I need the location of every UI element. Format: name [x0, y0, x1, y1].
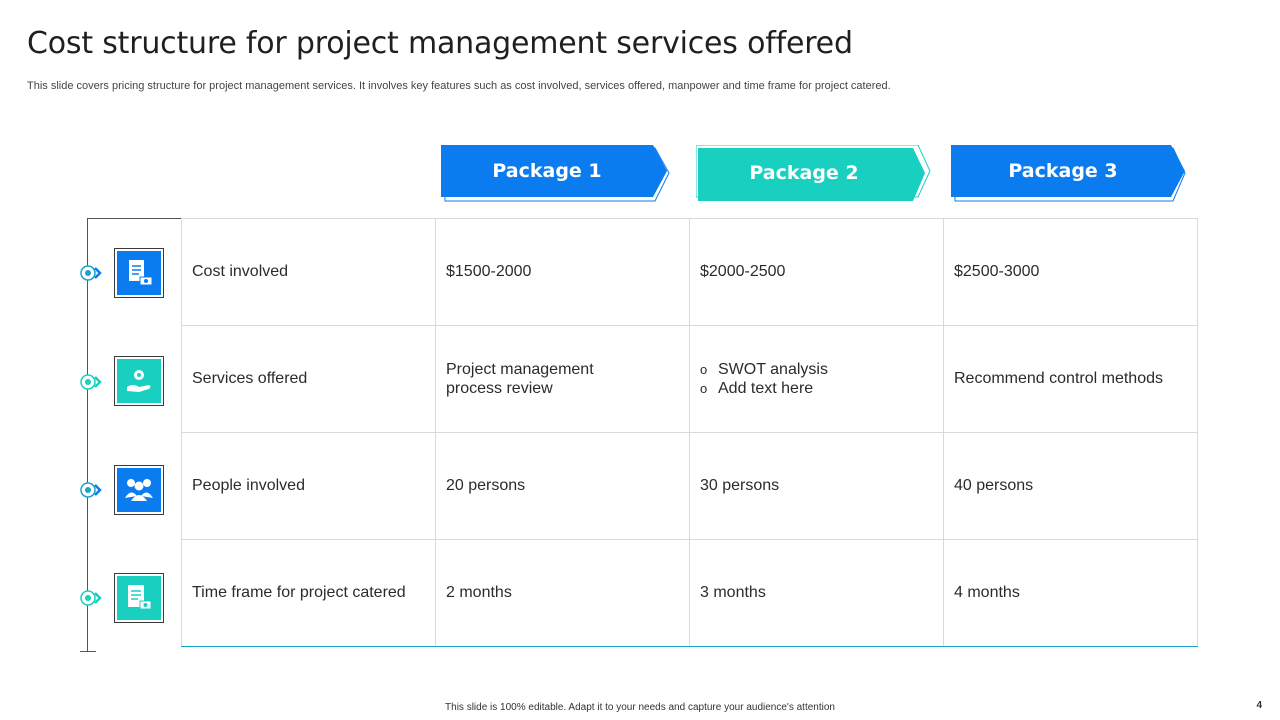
page-number: 4 [1256, 700, 1262, 711]
feature-cell: Cost involved [182, 219, 436, 326]
package-2-cell: $2000-2500 [690, 219, 944, 326]
table-row [182, 433, 1198, 540]
timeline-node-icon [79, 373, 103, 391]
package-2-header [696, 145, 922, 200]
table-row [182, 326, 1198, 433]
feature-cell: People involved [182, 433, 436, 540]
package-2-cell: 30 persons [690, 433, 944, 540]
package-2-cell [690, 326, 944, 433]
timeline-top-line [87, 218, 182, 219]
package-1-label: Package 1 [492, 160, 602, 182]
feature-cell: Time frame for project catered [182, 540, 436, 647]
slide-subtitle: This slide covers pricing structure for project management services. It involves key features such as cost involved, services offered, manpower and time frame for project catered. [27, 80, 891, 92]
bullet-circle-icon: o [700, 381, 708, 396]
document-clock-icon [115, 574, 163, 622]
package-3-cell: Recommend control methods [944, 326, 1198, 433]
document-money-icon [115, 249, 163, 297]
package-3-label: Package 3 [1008, 160, 1118, 182]
feature-cell: Services offered [182, 326, 436, 433]
slide-title: Cost structure for project management services offered [27, 26, 853, 61]
package-1-cell: 20 persons [436, 433, 690, 540]
cell-text: Project management process review [446, 361, 594, 397]
package-1-cell: 2 months [436, 540, 690, 647]
bullet-circle-icon: o [700, 362, 708, 377]
people-group-icon [115, 466, 163, 514]
bullet-text: Add text here [718, 380, 814, 397]
package-3-cell: 4 months [944, 540, 1198, 647]
table-row [182, 540, 1198, 647]
package-3-header [951, 145, 1177, 200]
bullet-item [700, 379, 933, 398]
package-1-cell: $1500-2000 [436, 219, 690, 326]
pricing-table [181, 218, 1198, 647]
package-1-header [441, 145, 667, 200]
bullet-text: SWOT analysis [718, 361, 828, 378]
hand-gear-icon [115, 357, 163, 405]
slide-footer: This slide is 100% editable. Adapt it to your needs and capture your audience's attention [445, 702, 835, 713]
package-1-cell [436, 326, 690, 433]
timeline-node-icon [79, 589, 103, 607]
package-3-cell: 40 persons [944, 433, 1198, 540]
package-2-cell: 3 months [690, 540, 944, 647]
table-row [182, 219, 1198, 326]
timeline-node-icon [79, 264, 103, 282]
timeline-node-icon [79, 481, 103, 499]
bullet-item [700, 360, 933, 379]
timeline-line [87, 218, 88, 652]
package-3-cell: $2500-3000 [944, 219, 1198, 326]
package-2-label: Package 2 [749, 162, 859, 184]
timeline-base [80, 651, 96, 652]
